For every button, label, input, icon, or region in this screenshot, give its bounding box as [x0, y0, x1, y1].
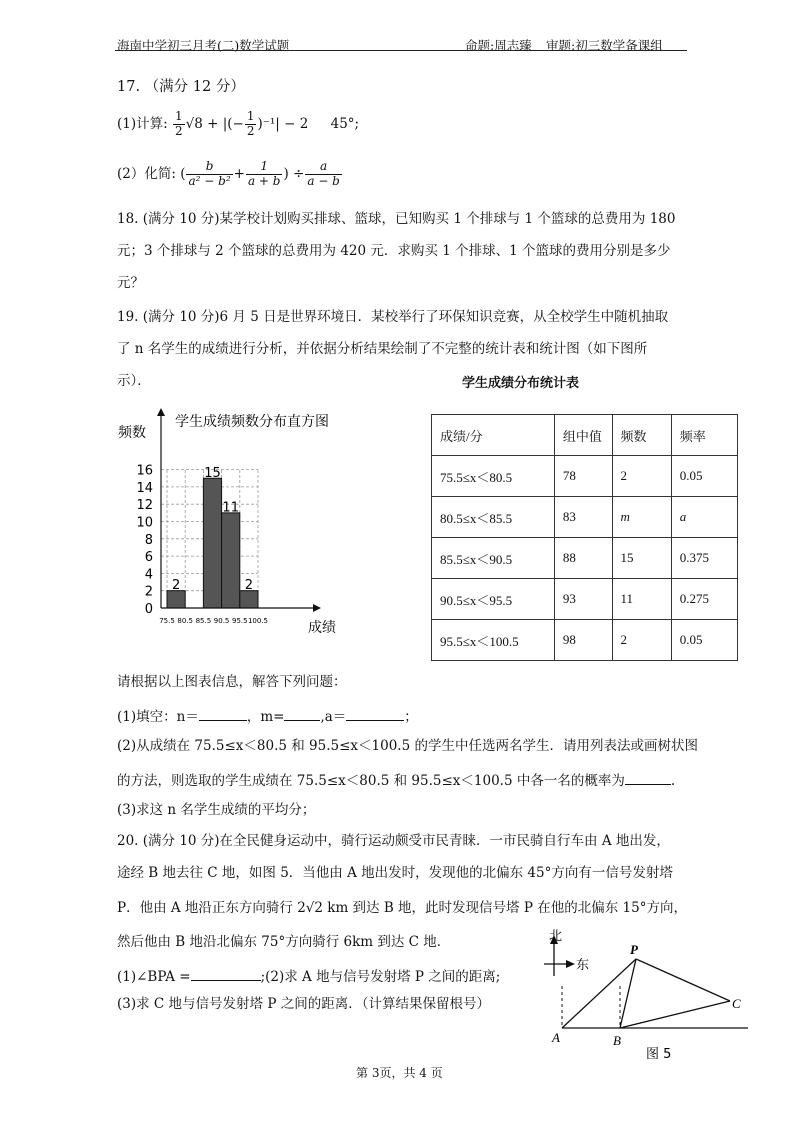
bar-data-label: 15: [204, 465, 221, 481]
bar-data-label: 2: [244, 578, 254, 594]
q20-sub3: (3)求 C 地与信号发射塔 P 之间的距离．（计算结果保留根号）: [117, 996, 490, 1012]
frac-1: $\frac{1}{a + b}$: [247, 159, 281, 188]
x-tick-label: 85.5: [195, 617, 212, 625]
histogram-bar: [167, 591, 185, 608]
y-tick-label: 4: [144, 567, 153, 583]
table-cell: 80.5≤x＜85.5: [432, 497, 555, 538]
q18-line2: 元；3 个排球与 2 个篮球的总费用为 420 元．求购买 1 个排球、1 个篮球的费用分别是多少: [117, 243, 671, 259]
table-header-row: [432, 415, 738, 456]
table-cell: 0.275: [671, 579, 737, 620]
header-title: 海南中学初三月考(二)数学试题: [117, 38, 290, 53]
table-cell: 0.05: [671, 620, 737, 661]
histogram-chart: [112, 400, 344, 640]
frac-b: $\frac{b}{\text{a² − b²}}$: [188, 159, 231, 188]
point-A-label: A: [552, 1030, 560, 1045]
y-tick-label: 10: [136, 515, 153, 531]
table-cell: 78: [554, 456, 612, 497]
table-cell: 83: [554, 497, 612, 538]
q17-part2: (2）化简: ( $\frac{b}{\text{a² − b²}}$ + $\frac{1}{a + b}$ ) ÷ $\frac{a}{a - b}$: [117, 159, 340, 188]
q19-sub2-line2: 的方法，则选取的学生成绩在 75.5≤x＜80.5 和 95.5≤x＜100.5 中各一名的概率为 .: [117, 773, 676, 789]
table-cell: 2: [612, 456, 671, 497]
table-cell: 75.5≤x＜80.5: [432, 456, 555, 497]
y-tick-label: 12: [136, 498, 153, 514]
q17-mid: + |(−: [207, 115, 244, 132]
y-tick-label: 2: [144, 584, 153, 600]
q19-line3: 示）．: [117, 373, 151, 389]
page-footer: 第 3页，共 4 页: [356, 1066, 443, 1080]
y-tick-label: 16: [136, 463, 153, 479]
point-P-label: P: [630, 942, 638, 957]
chart-title: 学生成绩频数分布直方图: [175, 414, 329, 430]
east-arrow-icon: [566, 960, 575, 968]
histogram-bar: [203, 478, 221, 608]
y-tick-label: 8: [144, 532, 153, 548]
q17-end: 45°;: [330, 115, 360, 132]
table-title: 学生成绩分布统计表: [462, 376, 580, 391]
q17-p1-prefix: (1)计算:: [117, 115, 168, 132]
segment-AP: [562, 959, 636, 1028]
frac-inner: $\frac{1}{2}$: [246, 109, 255, 138]
figure-caption: 图 5: [646, 1047, 672, 1060]
segment-BC: [620, 1001, 730, 1028]
table-cell: 88: [554, 538, 612, 579]
table-header-cell: 组中值: [554, 415, 612, 456]
table-header-cell: 频数: [612, 415, 671, 456]
q19-prompt: 请根据以上图表信息，解答下列问题：: [117, 674, 347, 690]
x-tick-label: 80.5: [177, 617, 193, 625]
north-label: 北: [549, 929, 563, 944]
q20-line3: P．他由 A 地沿正东方向骑行 2√2 km 到达 B 地，此时发现信号塔 P 在他的北偏东 15°方向，: [117, 900, 687, 916]
x-tick-label: 75.5: [159, 617, 175, 625]
table-row: [432, 538, 738, 579]
bar-data-label: 11: [222, 500, 239, 516]
q19-line1: 19. (满分 10 分)6 月 5 日是世界环境日．某校举行了环保知识竞赛，从全校学生中随机抽取: [117, 309, 669, 325]
y-tick-label: 14: [136, 480, 153, 496]
histogram-bar: [222, 513, 240, 608]
y-tick-label: 0: [144, 602, 153, 617]
header-reviewer: 审题:初三数学备课组: [546, 38, 663, 53]
table-cell: 15: [612, 538, 671, 579]
q17-title: 17. （满分 12 分）: [117, 79, 245, 95]
header-rule: [115, 50, 687, 51]
x-tick-label: 95.5: [232, 617, 248, 625]
table-cell: m: [612, 497, 671, 538]
q18-line1: 18. (满分 10 分)某学校计划购买排球、篮球，已知购买 1 个排球与 1 个篮球的总费用为 180: [117, 211, 676, 227]
x-tick-label: 90.5: [213, 617, 230, 625]
east-label: 东: [576, 958, 590, 973]
table-row: [432, 497, 738, 538]
blank-a[interactable]: [346, 708, 404, 721]
stats-table: [431, 414, 738, 661]
q20-sub1: (1)∠BPA = ;(2)求 A 地与信号发射塔 P 之间的距离;: [117, 969, 501, 985]
table-cell: 11: [612, 579, 671, 620]
q20-line4: 然后他由 B 地沿北偏东 75°方向骑行 6km 到达 C 地．: [117, 934, 451, 950]
frac-a: $\frac{a}{a - b}$: [307, 159, 340, 188]
x-axis-label: 成绩: [308, 620, 336, 636]
table-cell: 0.05: [671, 456, 737, 497]
segment-BP: [620, 959, 636, 1028]
table-row: [432, 620, 738, 661]
q19-sub1: (1)填空：n＝ ，m= ,a＝ ；: [117, 709, 418, 725]
bar-data-label: 2: [171, 578, 181, 594]
blank-angle[interactable]: [191, 968, 261, 981]
blank-probability[interactable]: [625, 772, 671, 785]
y-axis-arrow-icon: [157, 408, 165, 416]
q17-p2-prefix: (2）化简:: [117, 165, 176, 182]
y-axis-label: 频数: [118, 425, 146, 441]
frac-half: $\frac{1}{2}$: [174, 109, 183, 138]
q19-sub2-line1: (2)从成绩在 75.5≤x＜80.5 和 95.5≤x＜100.5 的学生中任选两名学生．请用列表法或画树状图: [117, 738, 698, 754]
table-header-cell: 频率: [671, 415, 737, 456]
q17-exp: )⁻¹| − 2: [257, 115, 309, 132]
q20-line2: 途经 B 地去往 C 地，如图 5．当他由 A 地出发时，发现他的北偏东 45°方向有一信号发射塔: [117, 865, 673, 881]
q20-line1: 20. (满分 10 分)在全民健身运动中，骑行运动颇受市民青睐．一市民骑自行车由 A 地出发，: [117, 833, 670, 849]
table-cell: a: [671, 497, 737, 538]
table-cell: 90.5≤x＜95.5: [432, 579, 555, 620]
blank-m[interactable]: [284, 708, 320, 721]
table-cell: 93: [554, 579, 612, 620]
table-cell: 98: [554, 620, 612, 661]
y-tick-label: 6: [144, 550, 153, 566]
histogram-bar: [240, 591, 258, 608]
figure-5: [540, 924, 760, 1060]
x-tick-label: 100.5: [247, 617, 269, 625]
table-cell: 2: [612, 620, 671, 661]
q18-line3: 元？: [117, 275, 144, 291]
q19-line2: 了 n 名学生的成绩进行分析，并依据分析结果绘制了不完整的统计表和统计图（如下图所: [117, 341, 648, 357]
segment-PC: [636, 959, 730, 1001]
table-cell: 85.5≤x＜90.5: [432, 538, 555, 579]
blank-n[interactable]: [199, 708, 247, 721]
table-header-cell: 成绩/分: [432, 415, 555, 456]
table-row: [432, 456, 738, 497]
point-C-label: C: [732, 996, 741, 1011]
point-B-label: B: [613, 1033, 621, 1048]
q19-sub3: (3)求这 n 名学生成绩的平均分；: [117, 802, 316, 818]
x-axis-arrow-icon: [313, 604, 321, 612]
q17-root: √8: [185, 115, 203, 132]
q17-part1: [117, 110, 359, 139]
table-cell: 95.5≤x＜100.5: [432, 620, 555, 661]
header-author: 命题:周志臻: [465, 38, 532, 53]
table-cell: 0.375: [671, 538, 737, 579]
table-row: [432, 579, 738, 620]
